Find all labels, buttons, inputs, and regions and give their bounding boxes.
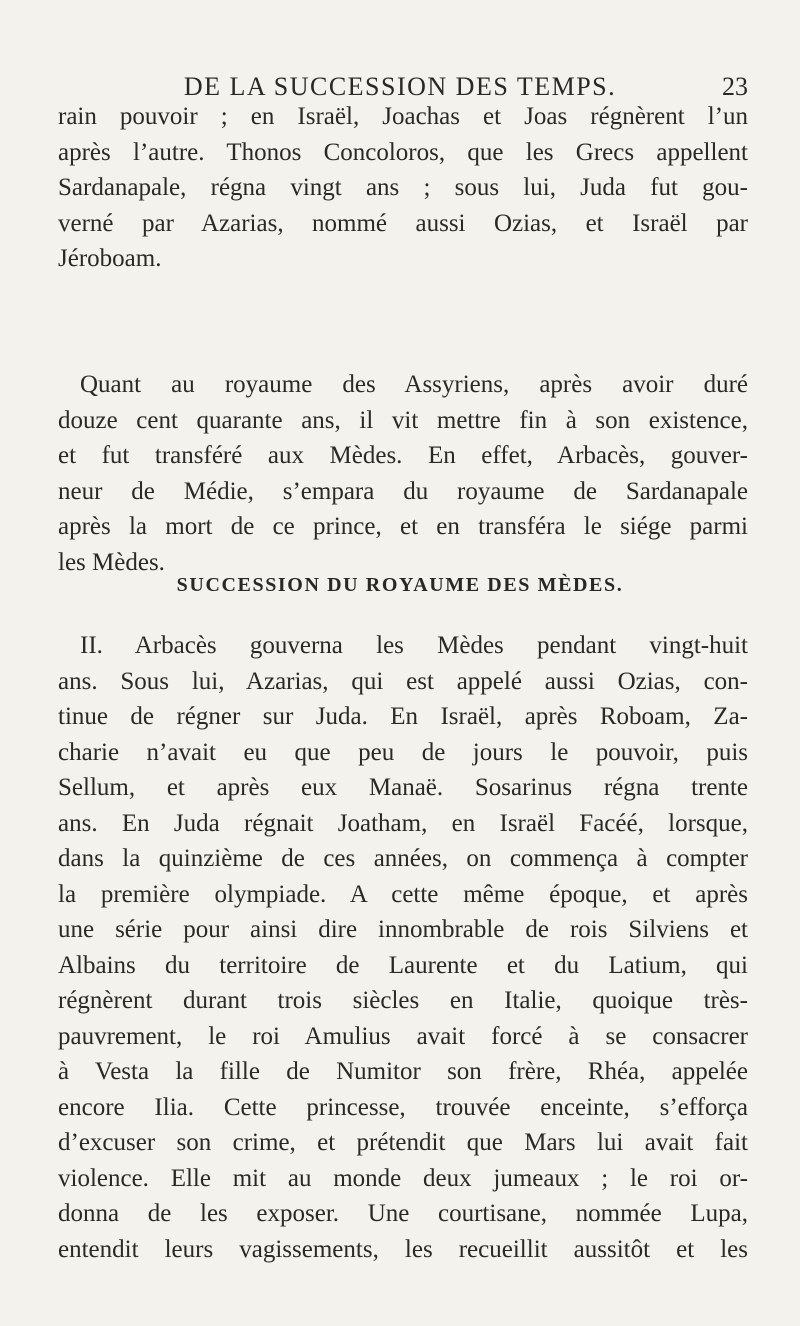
text-line: les Mèdes. — [58, 548, 165, 576]
running-title: DE LA SUCCESSION DES TEMPS. — [183, 72, 617, 101]
text-line: neur de Médie, s’empara du royaume de Sardanapale — [58, 477, 748, 505]
text-line: la première olympiade. A cette même époque, et après — [58, 880, 748, 908]
text-line: violence. Elle mit au monde deux jumeaux ; le roi or- — [58, 1164, 748, 1192]
text-line: d’excuser son crime, et prétendit que Mars lui avait fait — [58, 1129, 748, 1156]
text-line: II. Arbacès gouverna les Mèdes pendant vingt-huit — [80, 632, 748, 659]
text-line: Jéroboam. — [58, 245, 162, 273]
text-line: verné par Azarias, nommé aussi Ozias, et Israël par — [58, 209, 748, 237]
page-number: 23 — [722, 72, 748, 101]
text-line: Quant au royaume des Assyriens, après avoir duré — [80, 371, 748, 398]
text-line: dans la quinzième de ces années, on commença à compter — [58, 845, 748, 872]
text-line: rain pouvoir ; en Israël, Joachas et Joas régnèrent l’un — [58, 103, 748, 130]
text-line: à Vesta la fille de Numitor son frère, Rhéa, appelée — [58, 1058, 748, 1085]
paragraph-3 — [58, 628, 748, 1267]
text-line: Sellum, et après eux Manaë. Sosarinus régna trente — [58, 774, 748, 801]
text-line: tinue de régner sur Juda. En Israël, après Roboam, Za- — [58, 703, 748, 730]
section-heading: SUCCESSION DU ROYAUME DES MÈDES. — [176, 574, 624, 596]
text-line: entendit leurs vagissements, les recueillit aussitôt et les — [58, 1235, 748, 1263]
text-line: une série pour ainsi dire innombrable de rois Silviens et — [58, 916, 748, 943]
text-line: ans. Sous lui, Azarias, qui est appelé aussi Ozias, con- — [58, 667, 748, 695]
text-line: Sardanapale, régna vingt ans ; sous lui, Juda fut gou- — [58, 174, 748, 202]
text-line: pauvrement, le roi Amulius avait forcé à se consacrer — [58, 1022, 748, 1050]
text-line: charie n’avait eu que peu de jours le pouvoir, puis — [58, 738, 748, 766]
text-line: et fut transféré aux Mèdes. En effet, Arbacès, gouver- — [58, 442, 748, 470]
text-line: douze cent quarante ans, il vit mettre fin à son existence, — [58, 406, 748, 434]
text-line: Albains du territoire de Laurente et du Latium, qui — [58, 951, 748, 979]
paragraph-2 — [58, 367, 748, 581]
text-line: encore Ilia. Cette princesse, trouvée enceinte, s’efforça — [58, 1093, 748, 1121]
text-line: donna de les exposer. Une courtisane, nommée Lupa, — [58, 1200, 748, 1227]
paragraph-1 — [58, 99, 748, 277]
text-line: régnèrent durant trois siècles en Italie, quoique très- — [58, 987, 748, 1014]
text-line: ans. En Juda régnait Joatham, en Israël Facéé, lorsque, — [58, 809, 748, 837]
text-line: après la mort de ce prince, et en transféra le siége parmi — [58, 513, 748, 541]
text-line: après l’autre. Thonos Concoloros, que les Grecs appellent — [58, 138, 748, 166]
